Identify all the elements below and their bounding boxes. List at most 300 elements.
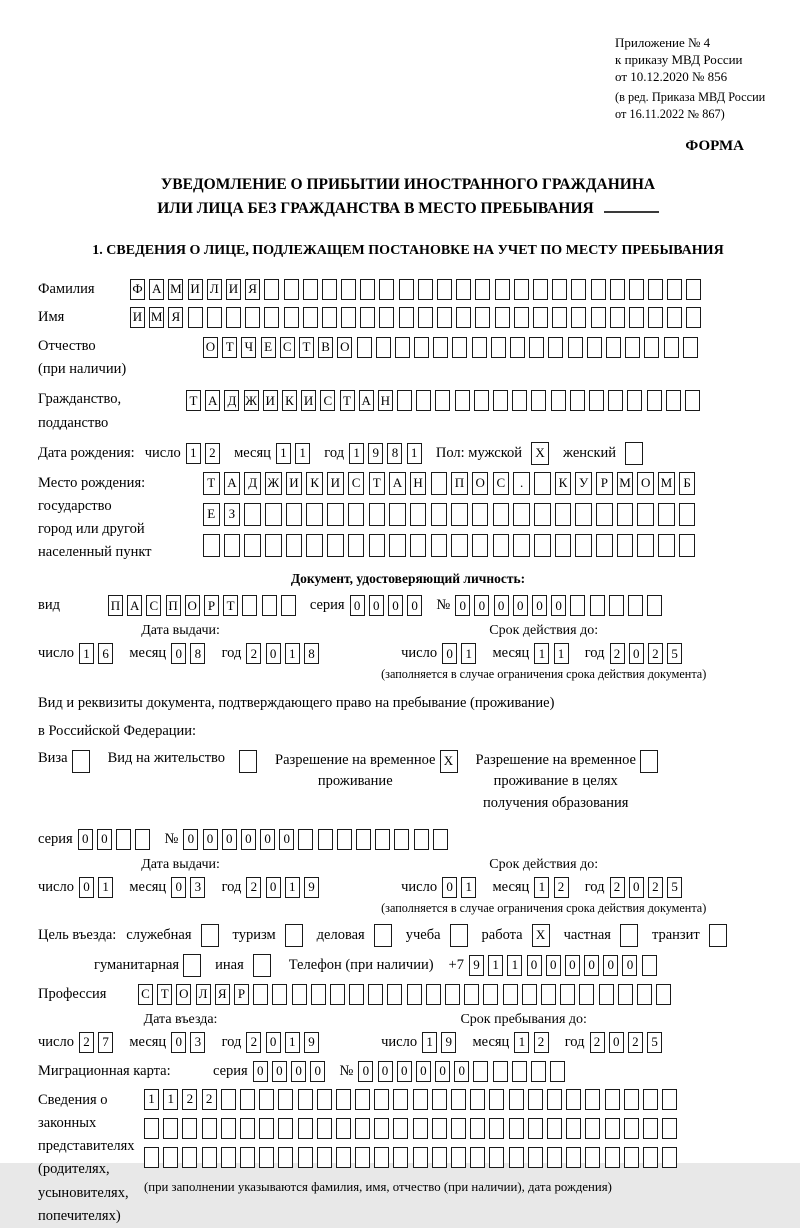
char-cell[interactable] (473, 1061, 488, 1082)
char-cell[interactable] (474, 390, 489, 411)
stay-issue-day-cells[interactable] (79, 877, 117, 898)
char-cell[interactable] (571, 307, 586, 328)
char-cell[interactable] (226, 307, 241, 328)
char-cell[interactable]: 1 (461, 877, 476, 898)
char-cell[interactable]: 0 (222, 829, 237, 850)
char-cell[interactable] (410, 534, 427, 557)
char-cell[interactable] (509, 1118, 524, 1139)
char-cell[interactable] (566, 1089, 581, 1110)
char-cell[interactable] (407, 984, 422, 1005)
char-cell[interactable] (264, 279, 279, 300)
surname-cells[interactable] (130, 279, 706, 300)
temp-residence-checkbox[interactable]: X (440, 750, 458, 773)
char-cell[interactable] (286, 503, 303, 526)
char-cell[interactable]: Я (168, 307, 183, 328)
char-cell[interactable] (264, 307, 279, 328)
char-cell[interactable] (414, 829, 429, 850)
char-cell[interactable] (374, 1118, 389, 1139)
char-cell[interactable] (493, 390, 508, 411)
char-cell[interactable]: 0 (171, 877, 186, 898)
char-cell[interactable]: 1 (461, 643, 476, 664)
char-cell[interactable] (629, 279, 644, 300)
doc-seriya-cells[interactable] (350, 595, 427, 616)
char-cell[interactable] (303, 307, 318, 328)
phone-cells[interactable] (469, 955, 661, 976)
char-cell[interactable] (575, 534, 592, 557)
char-cell[interactable] (533, 279, 548, 300)
char-cell[interactable] (656, 984, 671, 1005)
char-cell[interactable]: 0 (253, 1061, 268, 1082)
char-cell[interactable]: 0 (494, 595, 509, 616)
char-cell[interactable] (221, 1118, 236, 1139)
char-cell[interactable]: С (280, 337, 295, 358)
char-cell[interactable] (493, 503, 510, 526)
char-cell[interactable] (456, 307, 471, 328)
char-cell[interactable]: И (188, 279, 203, 300)
char-cell[interactable] (624, 1147, 639, 1168)
char-cell[interactable]: 0 (291, 1061, 306, 1082)
char-cell[interactable]: Д (224, 390, 239, 411)
char-cell[interactable]: 2 (628, 1032, 643, 1053)
char-cell[interactable] (534, 503, 551, 526)
char-cell[interactable] (475, 307, 490, 328)
char-cell[interactable]: 1 (285, 643, 300, 664)
char-cell[interactable]: 0 (266, 877, 281, 898)
char-cell[interactable] (451, 534, 468, 557)
char-cell[interactable] (451, 1147, 466, 1168)
char-cell[interactable]: 0 (183, 829, 198, 850)
char-cell[interactable]: 1 (163, 1089, 178, 1110)
char-cell[interactable] (568, 337, 583, 358)
char-cell[interactable]: М (168, 279, 183, 300)
char-cell[interactable] (348, 534, 365, 557)
char-cell[interactable] (534, 472, 551, 495)
char-cell[interactable] (240, 1089, 255, 1110)
char-cell[interactable] (244, 503, 261, 526)
stay-until-year-cells[interactable] (590, 1032, 667, 1053)
doc-issue-year-cells[interactable] (246, 643, 323, 664)
char-cell[interactable] (647, 595, 662, 616)
char-cell[interactable]: 0 (369, 595, 384, 616)
char-cell[interactable]: 0 (609, 1032, 624, 1053)
char-cell[interactable] (278, 1089, 293, 1110)
char-cell[interactable]: Л (196, 984, 211, 1005)
char-cell[interactable] (437, 307, 452, 328)
char-cell[interactable]: Р (204, 595, 219, 616)
char-cell[interactable]: 0 (378, 1061, 393, 1082)
char-cell[interactable]: И (226, 279, 241, 300)
char-cell[interactable]: 0 (97, 829, 112, 850)
char-cell[interactable] (327, 503, 344, 526)
char-cell[interactable]: 2 (610, 877, 625, 898)
char-cell[interactable]: А (205, 390, 220, 411)
char-cell[interactable] (608, 390, 623, 411)
char-cell[interactable] (570, 595, 585, 616)
purpose-delovaya-checkbox[interactable] (374, 924, 392, 947)
char-cell[interactable] (596, 534, 613, 557)
char-cell[interactable]: 0 (546, 955, 561, 976)
char-cell[interactable] (410, 503, 427, 526)
char-cell[interactable] (470, 1089, 485, 1110)
char-cell[interactable]: К (555, 472, 572, 495)
char-cell[interactable]: 1 (285, 877, 300, 898)
char-cell[interactable]: П (166, 595, 181, 616)
char-cell[interactable] (514, 307, 529, 328)
char-cell[interactable] (431, 503, 448, 526)
char-cell[interactable]: 2 (182, 1089, 197, 1110)
stay-issue-year-cells[interactable] (246, 877, 323, 898)
char-cell[interactable]: И (286, 472, 303, 495)
char-cell[interactable] (627, 390, 642, 411)
char-cell[interactable]: К (282, 390, 297, 411)
char-cell[interactable] (433, 337, 448, 358)
char-cell[interactable] (648, 307, 663, 328)
char-cell[interactable]: 1 (422, 1032, 437, 1053)
char-cell[interactable] (135, 829, 150, 850)
purpose-chastnaya-checkbox[interactable] (620, 924, 638, 947)
char-cell[interactable] (397, 390, 412, 411)
stay-valid-month-cells[interactable] (534, 877, 572, 898)
char-cell[interactable] (541, 984, 556, 1005)
char-cell[interactable] (278, 1118, 293, 1139)
visa-checkbox[interactable] (72, 750, 90, 773)
char-cell[interactable]: 3 (190, 877, 205, 898)
char-cell[interactable]: Т (223, 595, 238, 616)
char-cell[interactable] (399, 279, 414, 300)
char-cell[interactable] (512, 1061, 527, 1082)
char-cell[interactable] (202, 1118, 217, 1139)
char-cell[interactable]: 2 (79, 1032, 94, 1053)
char-cell[interactable]: 0 (266, 1032, 281, 1053)
char-cell[interactable] (445, 984, 460, 1005)
char-cell[interactable] (355, 1118, 370, 1139)
char-cell[interactable]: 0 (310, 1061, 325, 1082)
char-cell[interactable]: 2 (534, 1032, 549, 1053)
char-cell[interactable]: 9 (469, 955, 484, 976)
char-cell[interactable] (683, 337, 698, 358)
char-cell[interactable]: Л (207, 279, 222, 300)
char-cell[interactable] (202, 1147, 217, 1168)
char-cell[interactable] (624, 1089, 639, 1110)
char-cell[interactable] (348, 503, 365, 526)
char-cell[interactable] (336, 1118, 351, 1139)
doc-number-cells[interactable] (455, 595, 666, 616)
char-cell[interactable] (292, 984, 307, 1005)
birth-year-cells[interactable] (349, 443, 426, 464)
char-cell[interactable] (360, 279, 375, 300)
char-cell[interactable] (355, 1089, 370, 1110)
char-cell[interactable] (116, 829, 131, 850)
char-cell[interactable]: Е (203, 503, 220, 526)
char-cell[interactable] (618, 984, 633, 1005)
sex-male-checkbox[interactable]: X (531, 442, 549, 465)
char-cell[interactable]: Т (340, 390, 355, 411)
char-cell[interactable] (643, 1147, 658, 1168)
char-cell[interactable] (355, 1147, 370, 1168)
char-cell[interactable] (533, 307, 548, 328)
char-cell[interactable]: О (203, 337, 218, 358)
char-cell[interactable] (491, 337, 506, 358)
char-cell[interactable]: Б (679, 472, 696, 495)
migration-number-cells[interactable] (358, 1061, 569, 1082)
char-cell[interactable] (512, 390, 527, 411)
char-cell[interactable]: 2 (590, 1032, 605, 1053)
purpose-gumanitarnaya-checkbox[interactable] (183, 954, 201, 977)
char-cell[interactable] (437, 279, 452, 300)
char-cell[interactable] (284, 307, 299, 328)
char-cell[interactable] (685, 390, 700, 411)
char-cell[interactable]: 0 (241, 829, 256, 850)
char-cell[interactable] (547, 1147, 562, 1168)
char-cell[interactable] (605, 1147, 620, 1168)
char-cell[interactable] (570, 390, 585, 411)
char-cell[interactable] (259, 1147, 274, 1168)
char-cell[interactable]: 0 (416, 1061, 431, 1082)
char-cell[interactable] (550, 1061, 565, 1082)
char-cell[interactable]: 9 (441, 1032, 456, 1053)
doc-issue-day-cells[interactable] (79, 643, 117, 664)
char-cell[interactable] (317, 1147, 332, 1168)
char-cell[interactable] (528, 1147, 543, 1168)
char-cell[interactable]: 0 (442, 877, 457, 898)
char-cell[interactable] (262, 595, 277, 616)
char-cell[interactable]: О (337, 337, 352, 358)
char-cell[interactable]: Ж (265, 472, 282, 495)
char-cell[interactable]: 2 (202, 1089, 217, 1110)
char-cell[interactable]: 0 (350, 595, 365, 616)
char-cell[interactable] (555, 503, 572, 526)
char-cell[interactable]: 0 (358, 1061, 373, 1082)
char-cell[interactable]: 0 (388, 595, 403, 616)
char-cell[interactable] (552, 279, 567, 300)
char-cell[interactable] (298, 1118, 313, 1139)
temp-residence-edu-checkbox[interactable] (640, 750, 658, 773)
char-cell[interactable]: 1 (295, 443, 310, 464)
char-cell[interactable]: З (224, 503, 241, 526)
char-cell[interactable] (686, 307, 701, 328)
given-name-cells[interactable] (130, 307, 706, 328)
char-cell[interactable] (387, 984, 402, 1005)
char-cell[interactable] (667, 279, 682, 300)
char-cell[interactable] (475, 279, 490, 300)
char-cell[interactable] (144, 1118, 159, 1139)
char-cell[interactable]: И (130, 307, 145, 328)
char-cell[interactable]: И (301, 390, 316, 411)
char-cell[interactable] (529, 337, 544, 358)
char-cell[interactable] (455, 390, 470, 411)
char-cell[interactable] (286, 534, 303, 557)
char-cell[interactable] (327, 534, 344, 557)
char-cell[interactable] (242, 595, 257, 616)
char-cell[interactable] (509, 1147, 524, 1168)
profession-cells[interactable] (138, 984, 675, 1005)
char-cell[interactable] (240, 1118, 255, 1139)
entry-month-cells[interactable] (171, 1032, 209, 1053)
char-cell[interactable]: 8 (304, 643, 319, 664)
char-cell[interactable] (418, 307, 433, 328)
char-cell[interactable] (431, 534, 448, 557)
char-cell[interactable]: 2 (554, 877, 569, 898)
char-cell[interactable] (547, 1118, 562, 1139)
char-cell[interactable]: Т (203, 472, 220, 495)
char-cell[interactable]: Т (186, 390, 201, 411)
char-cell[interactable]: О (472, 472, 489, 495)
char-cell[interactable] (610, 307, 625, 328)
char-cell[interactable]: 0 (565, 955, 580, 976)
char-cell[interactable]: 0 (397, 1061, 412, 1082)
char-cell[interactable] (163, 1147, 178, 1168)
char-cell[interactable] (470, 1118, 485, 1139)
char-cell[interactable] (375, 829, 390, 850)
char-cell[interactable] (591, 279, 606, 300)
char-cell[interactable] (587, 337, 602, 358)
char-cell[interactable] (284, 279, 299, 300)
char-cell[interactable]: О (637, 472, 654, 495)
char-cell[interactable]: О (176, 984, 191, 1005)
char-cell[interactable] (528, 1089, 543, 1110)
char-cell[interactable]: 0 (454, 1061, 469, 1082)
char-cell[interactable] (379, 307, 394, 328)
char-cell[interactable]: Е (261, 337, 276, 358)
char-cell[interactable]: 8 (387, 443, 402, 464)
char-cell[interactable] (224, 534, 241, 557)
char-cell[interactable] (489, 1147, 504, 1168)
char-cell[interactable] (244, 534, 261, 557)
char-cell[interactable]: Р (234, 984, 249, 1005)
char-cell[interactable]: Н (410, 472, 427, 495)
char-cell[interactable] (503, 984, 518, 1005)
char-cell[interactable] (472, 534, 489, 557)
char-cell[interactable] (590, 595, 605, 616)
char-cell[interactable]: К (306, 472, 323, 495)
char-cell[interactable]: 0 (407, 595, 422, 616)
char-cell[interactable] (514, 279, 529, 300)
char-cell[interactable]: 0 (603, 955, 618, 976)
purpose-sluzhebnaya-checkbox[interactable] (201, 924, 219, 947)
char-cell[interactable]: А (127, 595, 142, 616)
char-cell[interactable]: У (575, 472, 592, 495)
char-cell[interactable] (303, 279, 318, 300)
doc-issue-month-cells[interactable] (171, 643, 209, 664)
char-cell[interactable] (472, 337, 487, 358)
char-cell[interactable]: Н (378, 390, 393, 411)
char-cell[interactable]: С (493, 472, 510, 495)
char-cell[interactable]: 0 (513, 595, 528, 616)
char-cell[interactable]: 1 (488, 955, 503, 976)
char-cell[interactable] (522, 984, 537, 1005)
char-cell[interactable]: 1 (407, 443, 422, 464)
char-cell[interactable]: 0 (629, 643, 644, 664)
char-cell[interactable] (413, 1118, 428, 1139)
char-cell[interactable] (389, 534, 406, 557)
char-cell[interactable] (566, 1118, 581, 1139)
char-cell[interactable] (610, 279, 625, 300)
char-cell[interactable]: 0 (203, 829, 218, 850)
char-cell[interactable]: М (617, 472, 634, 495)
char-cell[interactable] (585, 1118, 600, 1139)
char-cell[interactable] (330, 984, 345, 1005)
char-cell[interactable] (489, 1118, 504, 1139)
entry-day-cells[interactable] (79, 1032, 117, 1053)
char-cell[interactable] (357, 337, 372, 358)
char-cell[interactable] (368, 984, 383, 1005)
stay-seriya-cells[interactable] (78, 829, 155, 850)
char-cell[interactable] (679, 503, 696, 526)
char-cell[interactable] (606, 337, 621, 358)
char-cell[interactable] (483, 984, 498, 1005)
char-cell[interactable] (265, 503, 282, 526)
char-cell[interactable]: 1 (285, 1032, 300, 1053)
char-cell[interactable]: С (320, 390, 335, 411)
char-cell[interactable]: Ф (130, 279, 145, 300)
doc-kind-cells[interactable] (108, 595, 300, 616)
char-cell[interactable] (555, 534, 572, 557)
char-cell[interactable]: С (138, 984, 153, 1005)
residence-permit-checkbox[interactable] (239, 750, 257, 773)
char-cell[interactable] (431, 472, 448, 495)
char-cell[interactable] (416, 390, 431, 411)
purpose-turizm-checkbox[interactable] (285, 924, 303, 947)
char-cell[interactable]: Т (369, 472, 386, 495)
char-cell[interactable] (605, 1118, 620, 1139)
char-cell[interactable]: 5 (667, 877, 682, 898)
char-cell[interactable] (585, 1147, 600, 1168)
char-cell[interactable] (278, 1147, 293, 1168)
char-cell[interactable] (637, 503, 654, 526)
char-cell[interactable] (628, 595, 643, 616)
char-cell[interactable] (418, 279, 433, 300)
char-cell[interactable]: 1 (534, 643, 549, 664)
char-cell[interactable] (662, 1089, 677, 1110)
char-cell[interactable] (259, 1118, 274, 1139)
char-cell[interactable]: 0 (527, 955, 542, 976)
char-cell[interactable]: М (658, 472, 675, 495)
doc-valid-month-cells[interactable] (534, 643, 572, 664)
char-cell[interactable]: 1 (349, 443, 364, 464)
char-cell[interactable]: В (318, 337, 333, 358)
char-cell[interactable] (341, 307, 356, 328)
char-cell[interactable]: Т (222, 337, 237, 358)
char-cell[interactable] (596, 503, 613, 526)
char-cell[interactable] (317, 1118, 332, 1139)
char-cell[interactable] (644, 337, 659, 358)
char-cell[interactable] (470, 1147, 485, 1168)
char-cell[interactable] (648, 279, 663, 300)
char-cell[interactable] (369, 534, 386, 557)
char-cell[interactable] (617, 534, 634, 557)
char-cell[interactable]: Т (157, 984, 172, 1005)
char-cell[interactable] (188, 307, 203, 328)
char-cell[interactable] (311, 984, 326, 1005)
char-cell[interactable]: Ч (241, 337, 256, 358)
char-cell[interactable] (379, 279, 394, 300)
char-cell[interactable]: 1 (144, 1089, 159, 1110)
char-cell[interactable] (432, 1118, 447, 1139)
char-cell[interactable] (605, 1089, 620, 1110)
char-cell[interactable] (240, 1147, 255, 1168)
purpose-inaya-checkbox[interactable] (253, 954, 271, 977)
migration-seriya-cells[interactable] (253, 1061, 330, 1082)
char-cell[interactable]: 0 (279, 829, 294, 850)
char-cell[interactable] (493, 1061, 508, 1082)
char-cell[interactable] (617, 503, 634, 526)
char-cell[interactable]: 0 (171, 643, 186, 664)
stay-number-cells[interactable] (183, 829, 452, 850)
char-cell[interactable] (637, 984, 652, 1005)
char-cell[interactable] (528, 1118, 543, 1139)
char-cell[interactable] (489, 1089, 504, 1110)
stay-until-month-cells[interactable] (514, 1032, 552, 1053)
